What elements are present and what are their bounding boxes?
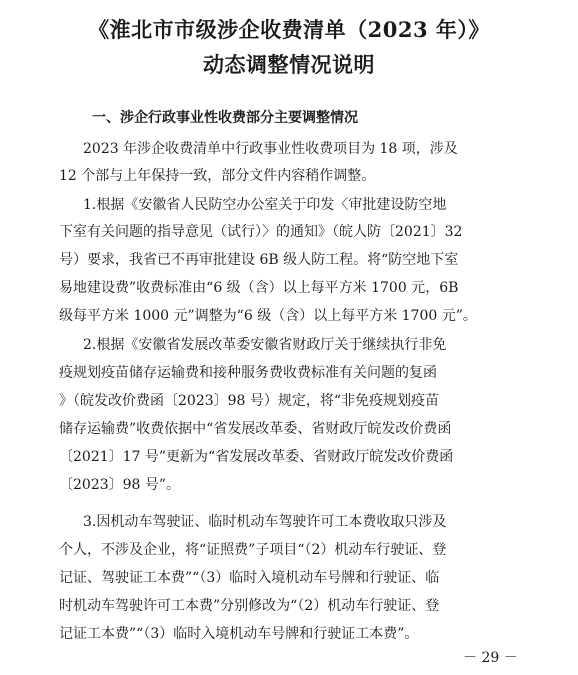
item1-line-3: 号）要求，我省已不再审批建设 6B 级人防工程。将“防空地下室 <box>59 252 459 268</box>
item2-line-2: 疫规划疫苗储存运输费和接种服务费收费标准有关问题的复函 <box>59 365 437 381</box>
item2-line-1: 2.根据《安徽省发展改革委安徽省财政厅关于继续执行非免 <box>83 337 447 353</box>
item3-line-5: 记证工本费”“（3）临时入境机动车号牌和行驶证工本费”。 <box>59 626 419 642</box>
item1-line-5: 级每平方米 1000 元”调整为“6 级（含）以上每平方米 1700 元”。 <box>59 308 477 324</box>
item2-line-4: 储存运输费”收费依据中“省发展改革委、省财政厅皖发改价费函 <box>59 421 452 437</box>
item3-line-2: 个人，不涉及企业，将“证照费”子项目“（2）机动车行驶证、登 <box>59 542 447 558</box>
item2-line-6: 〔2023〕98 号”。 <box>59 477 181 493</box>
intro-line-1: 2023 年涉企收费清单中行政事业性收费项目为 18 项，涉及 <box>83 141 458 157</box>
page-number: － 29 － <box>463 650 518 666</box>
section-heading: 一、涉企行政事业性收费部分主要调整情况 <box>92 110 358 126</box>
document-title-line2: 动态调整情况说明 <box>203 52 375 77</box>
document-title-line1: 《淮北市市级涉企收费清单（2023 年）》 <box>88 17 490 42</box>
item3-line-4: 时机动车驾驶许可工本费”分别修改为“（2）机动车行驶证、登 <box>59 598 440 614</box>
item2-line-3: 》（皖发改价费函〔2023〕98 号）规定，将“非免疫规划疫苗 <box>59 393 440 409</box>
intro-line-2: 12 个部与上年保持一致，部分文件内容稍作调整。 <box>59 168 376 184</box>
item3-line-1: 3.因机动车驾驶证、临时机动车驾驶许可工本费收取只涉及 <box>83 514 447 530</box>
item3-line-3: 记证、驾驶证工本费”“（3）临时入境机动车号牌和行驶证、临 <box>59 570 440 586</box>
item1-line-1: 1.根据《安徽省人民防空办公室关于印发〈审批建设防空地 <box>83 197 447 213</box>
item1-line-4: 易地建设费”收费标准由“6 级（含）以上每平方米 1700 元，6B <box>59 280 459 296</box>
item1-line-2: 下室有关问题的指导意见（试行）〉的通知》（皖人防〔2021〕32 <box>59 224 463 240</box>
item2-line-5: 〔2021〕17 号”更新为“省发展改革委、省财政厅皖发改价费函 <box>59 449 454 465</box>
